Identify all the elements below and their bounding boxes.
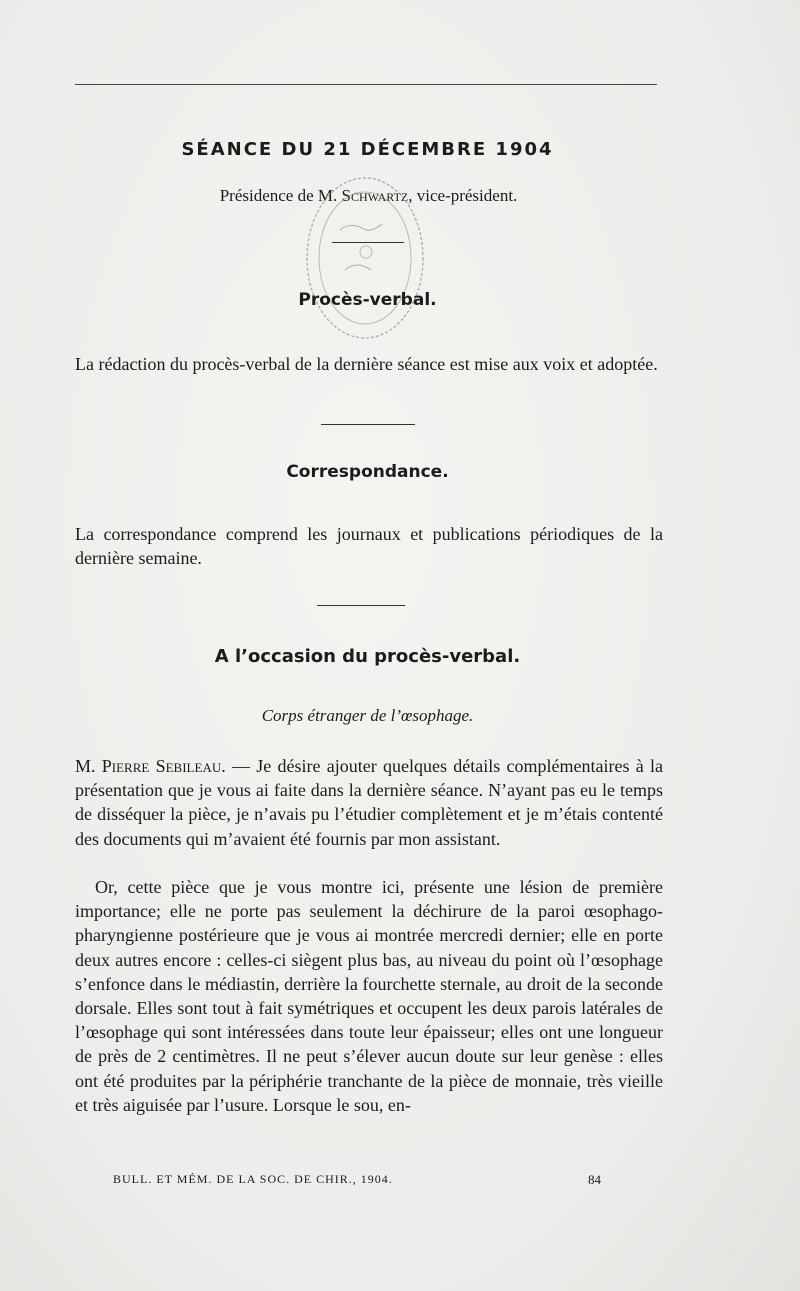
paragraph-text: — Je désire ajouter quelques détails complémentaires à la présentation que je vous ai faite dans la dernière séance. N’ayant pas eu le temps de disséquer la pièce, je n’avais pu l’étudier complètement et je m’étais contenté des documents qui m’avaient été fournis par mon assistant.	[75, 756, 663, 849]
president-name: Schwartz	[341, 186, 409, 205]
paragraph-text: Or, cette pièce que je vous montre ici, présente une lésion de première importance; elle ne porte pas seulement la déchirure de la paroi œsophago-pharyngienne postérieure que je vous ai montrée mercredi dernier; elle en porte deux autres encore : celles-ci siègent plus bas, au niveau du point où l’œsophage s’enfonce dans le médiastin, derrière la fourchette sternale, au droit de la seconde dorsale. Elles sont tout à fait symétriques et occupent les deux parois latérales de l’œsophage qui sont intéressées dans toute leur épaisseur; elles ont une longueur de près de 2 centimètres. Il ne peut s’élever aucun doute sur leur genèse : elles ont été produites par la périphérie tranchante de la pièce de monnaie, très vieille et très aiguisée par l’usure. Lorsque le sou, en-	[75, 877, 663, 1115]
speaker-name: M. Pierre Sebileau.	[75, 756, 226, 776]
paragraph-correspondance: La correspondance comprend les journaux et publications périodiques de la dernière semaine.	[75, 524, 663, 569]
footer-citation: BULL. ET MÉM. DE LA SOC. DE CHIR., 1904.	[113, 1172, 393, 1186]
top-rule	[75, 84, 657, 85]
heading-proces-verbal: Procès-verbal.	[298, 290, 437, 310]
divider	[332, 242, 404, 243]
session-title: SÉANCE DU 21 DÉCEMBRE 1904	[181, 139, 554, 160]
paragraph-sebileau-1	[75, 754, 663, 851]
presidency-prefix: Présidence de M.	[219, 186, 342, 205]
paragraph-proces-verbal: La rédaction du procès-verbal de la dernière séance est mise aux voix et adoptée.	[75, 354, 658, 374]
library-stamp	[300, 170, 430, 340]
paragraph-sebileau-2	[75, 875, 663, 1117]
heading-correspondance: Correspondance.	[286, 462, 449, 482]
heading-occasion: A l’occasion du procès-verbal.	[214, 646, 521, 667]
presidency-suffix: , vice-président.	[408, 186, 518, 205]
subheading-corps-etranger: Corps étranger de l’œsophage.	[261, 706, 474, 725]
divider	[321, 424, 415, 425]
divider	[317, 605, 405, 606]
page-number: 84	[588, 1172, 601, 1187]
